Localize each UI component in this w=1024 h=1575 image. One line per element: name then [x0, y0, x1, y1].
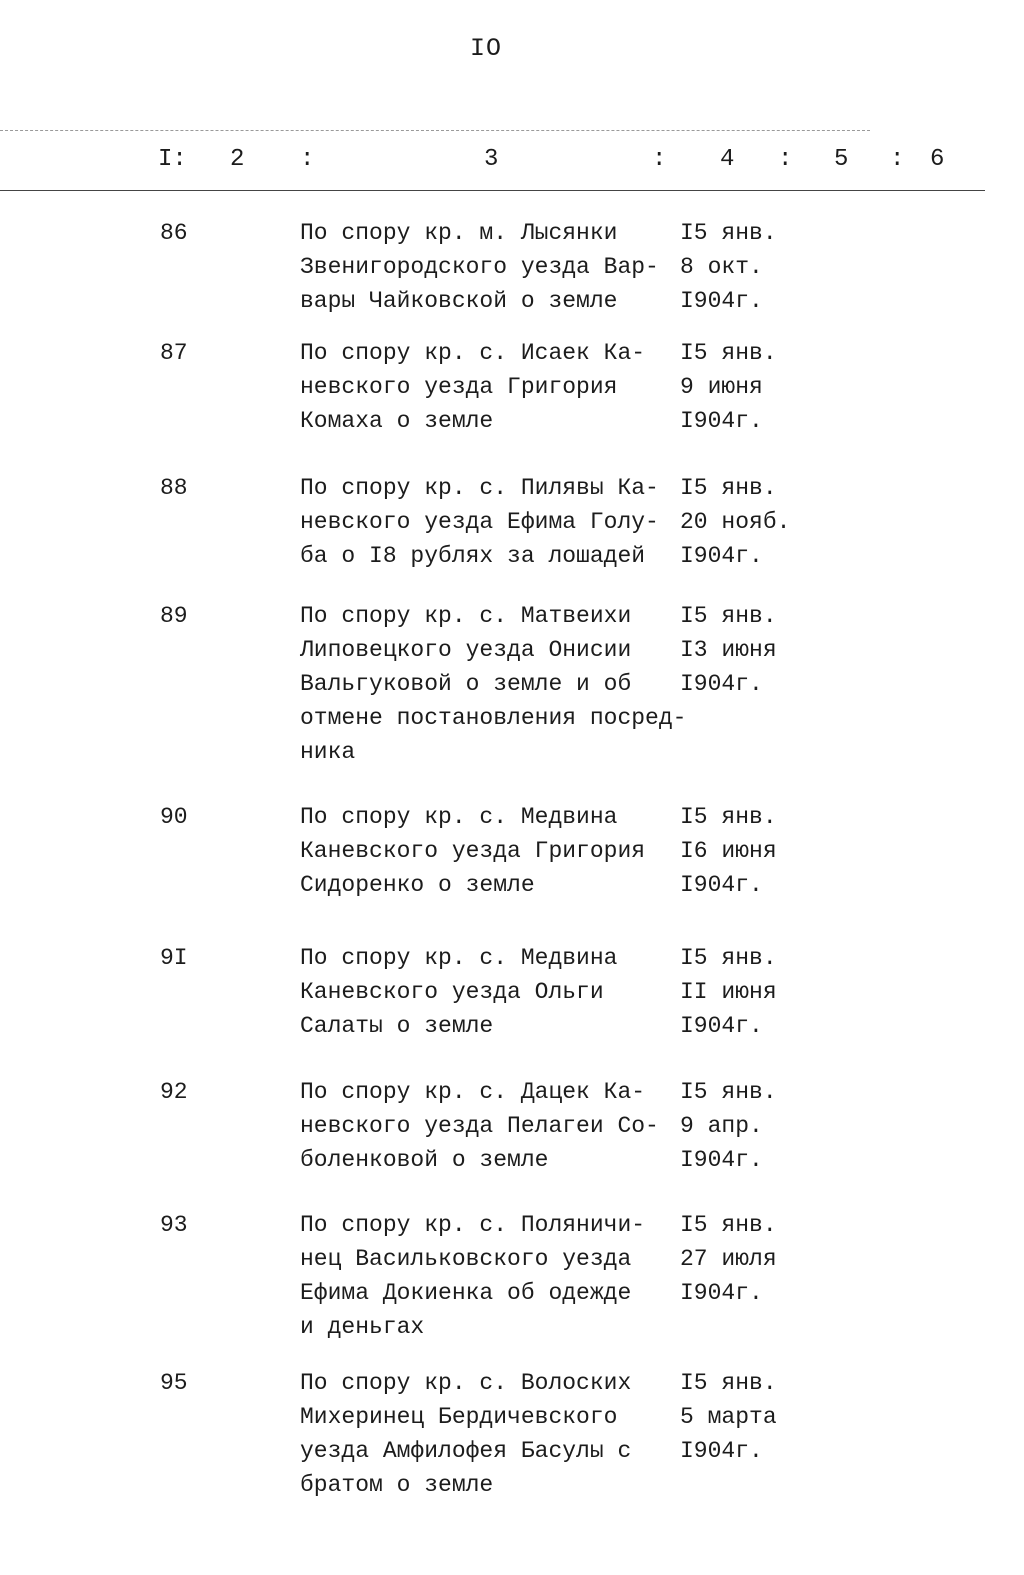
entry-number: 90 — [160, 804, 188, 830]
description-line: братом о земле — [300, 1472, 494, 1498]
column-separator-1: : — [300, 146, 315, 173]
description-line: По спору кр. с. Матвеихи — [300, 603, 632, 629]
description-line: невского уезда Ефима Голу- — [300, 509, 659, 535]
description-line: ника — [300, 739, 356, 765]
date-line: I5 янв. — [680, 945, 777, 971]
entry-description — [300, 941, 700, 1043]
date-line: 5 марта — [680, 1404, 777, 1430]
top-dashed-rule — [0, 130, 870, 131]
date-line: 20 нояб. — [680, 509, 791, 535]
date-line: I5 янв. — [680, 603, 777, 629]
entry-dates — [680, 1208, 777, 1310]
date-line: I5 янв. — [680, 1079, 777, 1105]
column-separator-4: : — [890, 146, 905, 173]
description-line: По спору кр. с. Медвина — [300, 945, 618, 971]
date-line: I904г. — [680, 1438, 763, 1464]
description-line: По спору кр. с. Исаек Ка- — [300, 340, 646, 366]
date-line: I904г. — [680, 288, 763, 314]
entry-number: 87 — [160, 340, 188, 366]
entry-description — [300, 800, 700, 902]
date-line: I5 янв. — [680, 804, 777, 830]
entry-description — [300, 599, 700, 769]
entry-description — [300, 1208, 700, 1344]
entry-dates — [680, 471, 790, 573]
description-line: уезда Амфилофея Басулы с — [300, 1438, 632, 1464]
entry-dates — [680, 599, 777, 701]
date-line: I904г. — [680, 408, 763, 434]
column-header-row — [0, 146, 1000, 176]
description-line: Звенигородского уезда Вар- — [300, 254, 659, 280]
column-header-6: 6 — [930, 146, 945, 173]
description-line: вары Чайковской о земле — [300, 288, 618, 314]
column-header-3: 3 — [484, 146, 499, 173]
description-line: нец Васильковского уезда — [300, 1246, 632, 1272]
description-line: ба о I8 рублях за лошадей — [300, 543, 646, 569]
date-line: II июня — [680, 979, 777, 1005]
entry-dates — [680, 800, 777, 902]
description-line: отмене постановления посред- — [300, 705, 687, 731]
date-line: I904г. — [680, 671, 763, 697]
entry-dates — [680, 941, 777, 1043]
description-line: Комаха о земле — [300, 408, 494, 434]
description-line: невского уезда Пелагеи Со- — [300, 1113, 659, 1139]
date-line: I5 янв. — [680, 1370, 777, 1396]
column-separator-2: : — [652, 146, 667, 173]
description-line: Каневского уезда Ольги — [300, 979, 604, 1005]
column-header-5: 5 — [834, 146, 849, 173]
date-line: I6 июня — [680, 838, 777, 864]
date-line: I904г. — [680, 543, 763, 569]
column-separator-3: : — [778, 146, 793, 173]
entry-description — [300, 216, 700, 318]
description-line: По спору кр. с. Дацек Ка- — [300, 1079, 646, 1105]
description-line: По спору кр. с. Пилявы Ка- — [300, 475, 659, 501]
date-line: I904г. — [680, 1147, 763, 1173]
column-header-2: 2 — [230, 146, 245, 173]
entry-number: 86 — [160, 220, 188, 246]
description-line: Сидоренко о земле — [300, 872, 535, 898]
date-line: I5 янв. — [680, 220, 777, 246]
column-header-1: I: — [158, 146, 187, 173]
description-line: По спору кр. с. Волоских — [300, 1370, 632, 1396]
description-line: Липовецкого уезда Онисии — [300, 637, 632, 663]
entry-number: 95 — [160, 1370, 188, 1396]
date-line: I904г. — [680, 1280, 763, 1306]
date-line: 8 окт. — [680, 254, 763, 280]
description-line: Салаты о земле — [300, 1013, 494, 1039]
page-number: IO — [470, 34, 503, 63]
description-line: По спору кр. с. Поляничи- — [300, 1212, 646, 1238]
entry-dates — [680, 336, 777, 438]
description-line: Каневского уезда Григория — [300, 838, 646, 864]
date-line: I5 янв. — [680, 340, 777, 366]
date-line: I5 янв. — [680, 1212, 777, 1238]
date-line: I5 янв. — [680, 475, 777, 501]
description-line: невского уезда Григория — [300, 374, 618, 400]
date-line: I904г. — [680, 872, 763, 898]
entry-number: 93 — [160, 1212, 188, 1238]
entry-description — [300, 1366, 700, 1502]
description-line: По спору кр. с. Медвина — [300, 804, 618, 830]
entry-number: 88 — [160, 475, 188, 501]
description-line: и деньгах — [300, 1314, 425, 1340]
date-line: I3 июня — [680, 637, 777, 663]
column-header-4: 4 — [720, 146, 735, 173]
entry-dates — [680, 1075, 777, 1177]
date-line: 9 апр. — [680, 1113, 763, 1139]
description-line: Михеринец Бердичевского — [300, 1404, 618, 1430]
entry-number: 92 — [160, 1079, 188, 1105]
description-line: Ефима Докиенка об одежде — [300, 1280, 632, 1306]
entry-number: 89 — [160, 603, 188, 629]
entry-description — [300, 1075, 700, 1177]
header-rule — [0, 190, 985, 191]
description-line: По спору кр. м. Лысянки — [300, 220, 618, 246]
entry-description — [300, 336, 700, 438]
entry-number: 9I — [160, 945, 188, 971]
date-line: I904г. — [680, 1013, 763, 1039]
description-line: Вальгуковой о земле и об — [300, 671, 632, 697]
description-line: боленковой о земле — [300, 1147, 549, 1173]
entry-dates — [680, 1366, 777, 1468]
date-line: 27 июля — [680, 1246, 777, 1272]
entry-description — [300, 471, 700, 573]
entry-dates — [680, 216, 777, 318]
date-line: 9 июня — [680, 374, 763, 400]
